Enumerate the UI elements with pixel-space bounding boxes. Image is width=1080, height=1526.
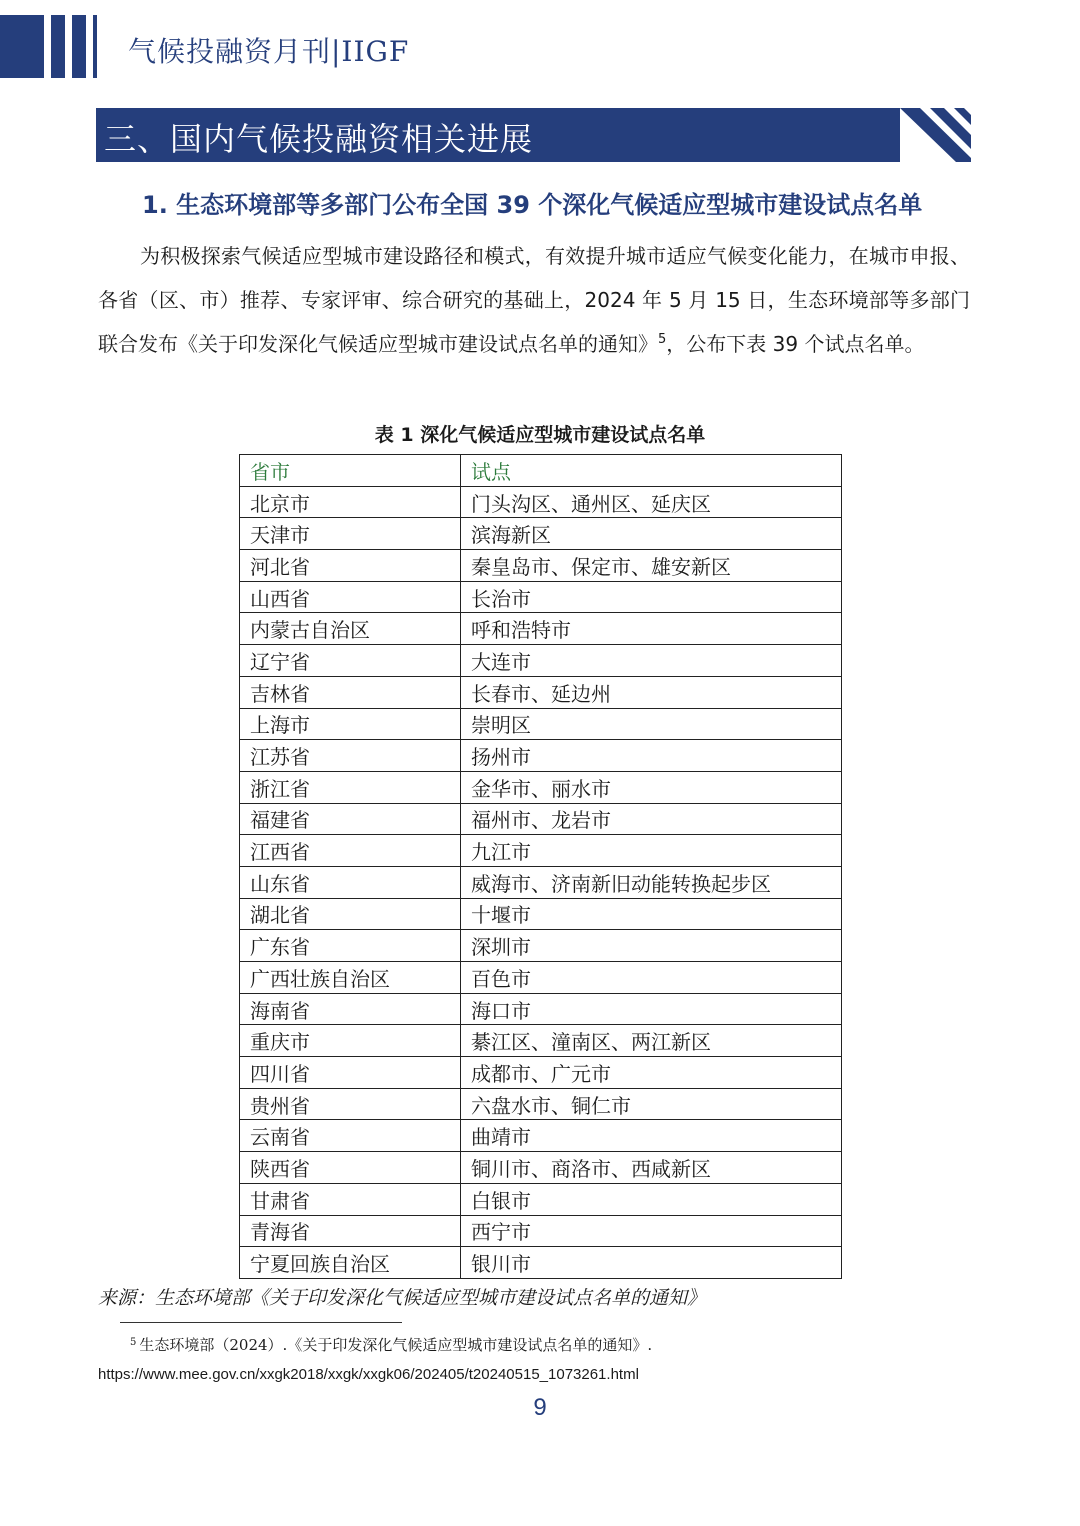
province-cell: 四川省	[240, 1057, 461, 1089]
footnote-divider	[120, 1322, 402, 1323]
pilot-city-table	[239, 454, 842, 1279]
section-title: 三、国内气候投融资相关进展	[104, 120, 534, 158]
table-row	[240, 1088, 842, 1120]
table-source: 来源：生态环境部《关于印发深化气候适应型城市建设试点名单的通知》	[98, 1287, 707, 1309]
table-row	[240, 1215, 842, 1247]
pilot-cell: 长春市、延边州	[461, 676, 842, 708]
province-cell: 海南省	[240, 993, 461, 1025]
table-caption: 表 1 深化气候适应型城市建设试点名单	[374, 424, 706, 446]
table-row	[240, 1057, 842, 1089]
pilot-cell: 海口市	[461, 993, 842, 1025]
province-cell: 广东省	[240, 930, 461, 962]
province-cell: 贵州省	[240, 1088, 461, 1120]
page-number: 9	[533, 1394, 547, 1421]
table-row	[240, 930, 842, 962]
province-cell: 重庆市	[240, 1025, 461, 1057]
pilot-cell: 扬州市	[461, 740, 842, 772]
pilot-cell: 崇明区	[461, 708, 842, 740]
footnote-ref[interactable]: 5	[658, 332, 667, 347]
table-row	[240, 676, 842, 708]
table-row	[240, 518, 842, 550]
footnote-citation	[130, 1334, 652, 1355]
province-cell: 云南省	[240, 1120, 461, 1152]
pilot-cell: 福州市、龙岩市	[461, 803, 842, 835]
col-header-pilot: 试点	[461, 455, 842, 487]
footnote-number: 5	[130, 1337, 137, 1348]
province-cell: 河北省	[240, 550, 461, 582]
article-heading: 1. 生态环境部等多部门公布全国 39 个深化气候适应型城市建设试点名单	[142, 191, 923, 219]
province-cell: 陕西省	[240, 1152, 461, 1184]
table-row	[240, 708, 842, 740]
province-cell: 山东省	[240, 866, 461, 898]
province-cell: 青海省	[240, 1215, 461, 1247]
pilot-cell: 六盘水市、铜仁市	[461, 1088, 842, 1120]
table-row	[240, 1025, 842, 1057]
table-row	[240, 803, 842, 835]
province-cell: 内蒙古自治区	[240, 613, 461, 645]
pilot-cell: 十堰市	[461, 898, 842, 930]
pilot-cell: 长治市	[461, 581, 842, 613]
banner-stripes-icon	[900, 108, 971, 162]
table-row	[240, 740, 842, 772]
body-text-main: 为积极探索气候适应型城市建设路径和模式，有效提升城市适应气候变化能力，在城市申报、各省（区、市）推荐、专家评审、综合研究的基础上，2024 年 5 月 15 日，生态环境部等多部门联合发布《关于印发深化气候适应型城市建设试点名单的通知》	[98, 244, 970, 356]
province-cell: 福建省	[240, 803, 461, 835]
province-cell: 湖北省	[240, 898, 461, 930]
pilot-cell: 白银市	[461, 1183, 842, 1215]
pilot-cell: 铜川市、商洛市、西咸新区	[461, 1152, 842, 1184]
pilot-cell: 曲靖市	[461, 1120, 842, 1152]
footnote-text: 生态环境部（2024）.《关于印发深化气候适应型城市建设试点名单的通知》.	[139, 1336, 653, 1354]
province-cell: 北京市	[240, 486, 461, 518]
province-cell: 辽宁省	[240, 645, 461, 677]
header-logo-bars	[0, 15, 100, 78]
table-row	[240, 1247, 842, 1279]
pilot-cell: 银川市	[461, 1247, 842, 1279]
province-cell: 浙江省	[240, 771, 461, 803]
pilot-cell: 秦皇岛市、保定市、雄安新区	[461, 550, 842, 582]
col-header-province: 省市	[240, 455, 461, 487]
province-cell: 广西壮族自治区	[240, 962, 461, 994]
body-text-end: ，公布下表 39 个试点名单。	[666, 332, 925, 356]
province-cell: 江苏省	[240, 740, 461, 772]
province-cell: 宁夏回族自治区	[240, 1247, 461, 1279]
body-paragraph	[98, 234, 970, 366]
table-row	[240, 898, 842, 930]
table-row	[240, 771, 842, 803]
table-row	[240, 866, 842, 898]
province-cell: 甘肃省	[240, 1183, 461, 1215]
province-cell: 上海市	[240, 708, 461, 740]
pilot-cell: 成都市、广元市	[461, 1057, 842, 1089]
table-row	[240, 581, 842, 613]
pilot-cell: 大连市	[461, 645, 842, 677]
table-row	[240, 1183, 842, 1215]
pilot-cell: 百色市	[461, 962, 842, 994]
table-row	[240, 550, 842, 582]
footnote-url[interactable]: https://www.mee.gov.cn/xxgk2018/xxgk/xxgk06/202405/t20240515_1073261.html	[98, 1366, 639, 1383]
table-header-row	[240, 455, 842, 487]
province-cell: 江西省	[240, 835, 461, 867]
province-cell: 天津市	[240, 518, 461, 550]
table-row	[240, 962, 842, 994]
table-row	[240, 1152, 842, 1184]
journal-title: 气候投融资月刊|IIGF	[128, 35, 410, 68]
table-row	[240, 1120, 842, 1152]
province-cell: 吉林省	[240, 676, 461, 708]
pilot-cell: 九江市	[461, 835, 842, 867]
table-row	[240, 993, 842, 1025]
table-row	[240, 835, 842, 867]
table-row	[240, 613, 842, 645]
pilot-cell: 威海市、济南新旧动能转换起步区	[461, 866, 842, 898]
pilot-cell: 西宁市	[461, 1215, 842, 1247]
pilot-cell: 呼和浩特市	[461, 613, 842, 645]
pilot-cell: 綦江区、潼南区、两江新区	[461, 1025, 842, 1057]
province-cell: 山西省	[240, 581, 461, 613]
pilot-cell: 滨海新区	[461, 518, 842, 550]
table-row	[240, 645, 842, 677]
pilot-cell: 金华市、丽水市	[461, 771, 842, 803]
pilot-cell: 门头沟区、通州区、延庆区	[461, 486, 842, 518]
pilot-cell: 深圳市	[461, 930, 842, 962]
table-row	[240, 486, 842, 518]
